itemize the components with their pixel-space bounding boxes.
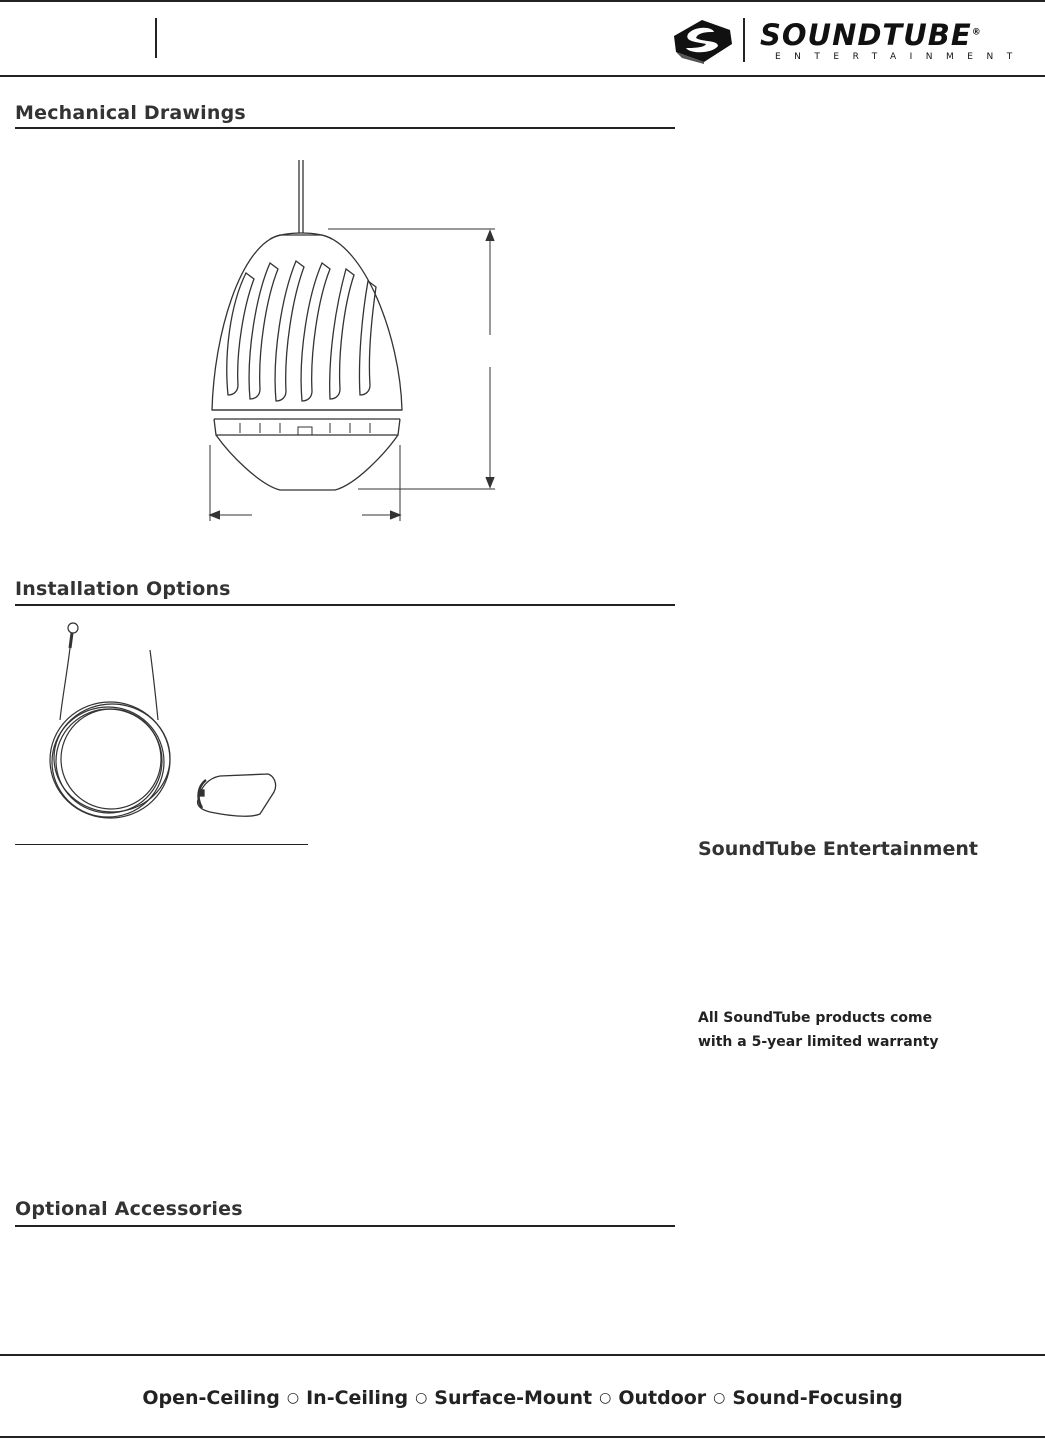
installation-caption-rule	[15, 844, 308, 845]
footer-separator: ○	[713, 1390, 726, 1406]
logo-divider	[743, 18, 745, 62]
footer-item-open-ceiling: Open-Ceiling	[142, 1387, 280, 1409]
footer-top-rule	[0, 1354, 1045, 1356]
section-rule-mechanical	[15, 127, 675, 129]
section-rule-installation	[15, 604, 675, 606]
warranty-line-2: with a 5-year limited warranty	[698, 1034, 939, 1050]
footer-item-in-ceiling: In-Ceiling	[306, 1387, 409, 1409]
header-bottom-rule	[0, 75, 1045, 77]
footer-item-outdoor: Outdoor	[618, 1387, 707, 1409]
footer-separator: ○	[415, 1390, 428, 1406]
section-title-accessories: Optional Accessories	[15, 1198, 243, 1220]
footer-item-surface-mount: Surface-Mount	[434, 1387, 593, 1409]
header-left-divider	[155, 18, 157, 58]
footer-bottom-rule	[0, 1436, 1045, 1438]
footer-tagline	[0, 1387, 1045, 1409]
cable-coil-icon	[40, 620, 180, 830]
section-rule-accessories	[15, 1225, 675, 1227]
footer-separator: ○	[286, 1390, 300, 1406]
section-title-mechanical: Mechanical Drawings	[15, 102, 246, 124]
warranty-note	[698, 1006, 998, 1054]
footer-item-sound-focusing: Sound-Focusing	[732, 1387, 903, 1409]
warranty-line-1: All SoundTube products come	[698, 1010, 933, 1026]
cable-gripper-icon	[190, 770, 280, 820]
company-name: SoundTube Entertainment	[698, 838, 978, 860]
header-top-rule	[0, 0, 1045, 2]
soundtube-s-logo-icon	[668, 14, 738, 66]
brand-wordmark: SOUNDTUBE®	[760, 18, 982, 52]
footer-separator: ○	[599, 1390, 612, 1406]
pendant-speaker-drawing	[180, 155, 520, 535]
section-title-installation: Installation Options	[15, 578, 231, 600]
brand-subtitle: ENTERTAINMENT	[775, 52, 1026, 62]
